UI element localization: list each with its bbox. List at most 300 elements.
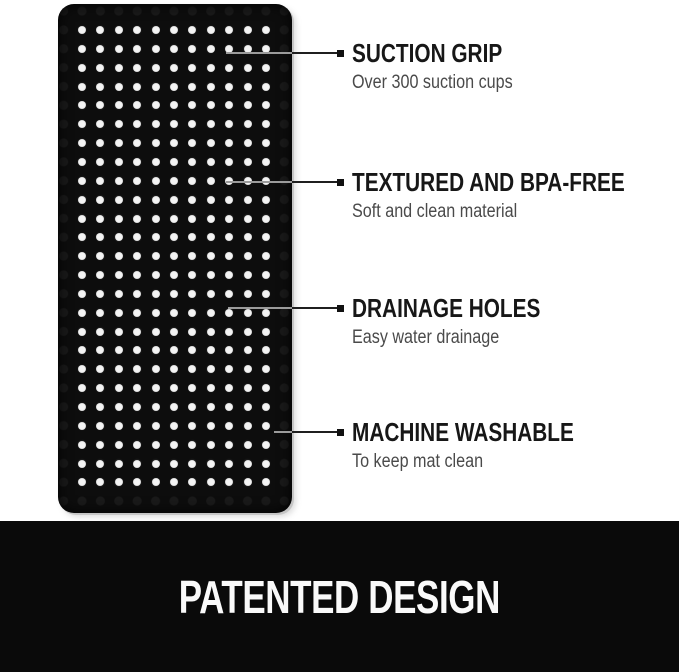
callout-machine-washable — [352, 418, 672, 474]
suction-cup-dot — [188, 252, 196, 260]
suction-cup-dot — [170, 158, 178, 166]
suction-cup-dot — [207, 328, 215, 336]
suction-cup-dot — [207, 384, 215, 392]
suction-cup-dot — [152, 460, 160, 468]
suction-cup-dot — [225, 422, 233, 430]
suction-cup-dot — [188, 441, 196, 449]
suction-cup-dot — [262, 346, 270, 354]
suction-cup-dot — [115, 26, 123, 34]
suction-cup-dot — [262, 83, 270, 91]
suction-cup-dot — [244, 328, 252, 336]
suction-cup-dot — [115, 290, 123, 298]
suction-cup-dot — [225, 478, 233, 486]
suction-cup-dot — [133, 478, 141, 486]
suction-cup-dot — [188, 45, 196, 53]
suction-cup-dot — [78, 177, 86, 185]
suction-cup-dot — [188, 64, 196, 72]
suction-cup-dot — [170, 120, 178, 128]
suction-cup-dot — [115, 83, 123, 91]
suction-cup-dot — [262, 460, 270, 468]
connector-end-square — [337, 50, 344, 57]
suction-cup-dot — [152, 365, 160, 373]
suction-cup-dot — [244, 365, 252, 373]
suction-cup-dot — [225, 233, 233, 241]
suction-cup-dot — [188, 101, 196, 109]
suction-cup-dot — [244, 233, 252, 241]
suction-cup-dot — [78, 328, 86, 336]
suction-cup-dot — [188, 328, 196, 336]
suction-cup-dot — [244, 309, 252, 317]
suction-cup-dot — [262, 365, 270, 373]
suction-cup-dot — [115, 346, 123, 354]
suction-cup-dot — [225, 252, 233, 260]
feature-title: MACHINE WASHABLE — [352, 417, 574, 447]
suction-cup-dot — [225, 328, 233, 336]
callout-connector-line — [274, 431, 344, 433]
suction-cup-dot — [78, 45, 86, 53]
suction-cup-dot — [133, 346, 141, 354]
suction-cup-dot — [225, 83, 233, 91]
suction-cup-dot — [78, 384, 86, 392]
suction-cup-dot — [207, 252, 215, 260]
suction-cup-dot — [170, 422, 178, 430]
suction-cup-dot — [115, 422, 123, 430]
suction-cup-dot — [262, 158, 270, 166]
suction-cup-dot — [170, 45, 178, 53]
suction-cup-dot — [96, 233, 104, 241]
suction-cup-dot — [78, 422, 86, 430]
suction-cup-dot — [78, 403, 86, 411]
suction-cup-dot — [78, 233, 86, 241]
suction-cup-dot — [225, 271, 233, 279]
suction-cup-dot — [152, 309, 160, 317]
suction-cup-dot — [225, 460, 233, 468]
suction-cup-dot — [170, 83, 178, 91]
suction-cup-dot — [207, 158, 215, 166]
suction-cup-dot — [115, 139, 123, 147]
feature-title: TEXTURED AND BPA-FREE — [352, 167, 625, 197]
suction-cup-dot — [207, 139, 215, 147]
suction-cup-dot — [115, 158, 123, 166]
suction-cup-dot — [244, 441, 252, 449]
suction-cup-dot — [133, 120, 141, 128]
bath-mat-image — [58, 4, 292, 513]
suction-cup-dot — [225, 403, 233, 411]
feature-subtitle: Soft and clean material — [352, 201, 518, 222]
suction-cup-dot — [188, 346, 196, 354]
connector-segment-on-mat — [226, 52, 292, 54]
suction-cup-dot — [188, 403, 196, 411]
suction-cup-dot — [170, 26, 178, 34]
suction-cup-dot — [244, 158, 252, 166]
suction-cup-dot — [115, 328, 123, 336]
suction-cup-dot — [225, 64, 233, 72]
suction-cup-dot — [96, 252, 104, 260]
suction-cup-dot — [133, 403, 141, 411]
suction-cup-dot — [96, 460, 104, 468]
suction-cup-dot — [133, 233, 141, 241]
suction-cup-dot — [170, 441, 178, 449]
suction-cup-dot — [78, 158, 86, 166]
suction-cup-dot — [188, 26, 196, 34]
connector-segment — [292, 181, 337, 183]
suction-cup-dot — [133, 177, 141, 185]
suction-cup-dot — [170, 271, 178, 279]
feature-subtitle: Over 300 suction cups — [352, 72, 513, 93]
connector-segment-on-mat — [226, 181, 292, 183]
suction-cup-dot — [207, 101, 215, 109]
suction-cup-dot — [115, 45, 123, 53]
suction-cup-dot — [78, 290, 86, 298]
suction-cup-dot — [170, 478, 178, 486]
suction-cup-dot — [225, 441, 233, 449]
suction-cup-dot — [170, 365, 178, 373]
connector-end-square — [337, 305, 344, 312]
suction-cup-dot — [244, 120, 252, 128]
connector-segment — [292, 431, 337, 433]
suction-cup-dot — [207, 478, 215, 486]
suction-cup-dot — [152, 346, 160, 354]
callout-suction-grip — [352, 39, 672, 95]
suction-cup-dot — [115, 403, 123, 411]
suction-cup-dot — [207, 365, 215, 373]
suction-cup-dot — [188, 309, 196, 317]
suction-cup-dot — [170, 233, 178, 241]
suction-cup-dot — [225, 290, 233, 298]
suction-cup-dot — [152, 45, 160, 53]
suction-cup-dot — [96, 422, 104, 430]
suction-cup-dot — [78, 120, 86, 128]
suction-cup-dot — [115, 177, 123, 185]
suction-cup-dot — [115, 460, 123, 468]
suction-cup-dot — [133, 460, 141, 468]
suction-cup-dot — [133, 83, 141, 91]
suction-cup-dot — [96, 83, 104, 91]
suction-cup-dot — [244, 478, 252, 486]
suction-cup-dot — [133, 45, 141, 53]
suction-cup-dot — [152, 196, 160, 204]
suction-cup-dot — [96, 64, 104, 72]
suction-cup-dot — [96, 271, 104, 279]
suction-cup-dot — [115, 309, 123, 317]
suction-cup-dot — [115, 478, 123, 486]
suction-cup-dot — [115, 384, 123, 392]
suction-cup-dot — [188, 139, 196, 147]
suction-cup-dot — [207, 403, 215, 411]
suction-cup-dot — [78, 309, 86, 317]
suction-cup-dot — [152, 252, 160, 260]
suction-cup-dot — [225, 309, 233, 317]
suction-cup-dot — [152, 441, 160, 449]
suction-cup-dot — [188, 196, 196, 204]
suction-cup-dot — [262, 271, 270, 279]
suction-cup-dot — [152, 478, 160, 486]
suction-cup-dot — [244, 139, 252, 147]
suction-cup-dot — [115, 215, 123, 223]
connector-end-square — [337, 179, 344, 186]
suction-cup-dot — [152, 233, 160, 241]
suction-cup-dot — [133, 384, 141, 392]
suction-cup-dot — [152, 215, 160, 223]
feature-subtitle: To keep mat clean — [352, 451, 484, 472]
suction-cup-dot — [225, 215, 233, 223]
suction-cup-dot — [96, 120, 104, 128]
suction-cup-dot — [152, 328, 160, 336]
suction-cup-dot — [225, 158, 233, 166]
callout-connector-line — [228, 307, 344, 309]
callout-drainage-holes — [352, 294, 672, 350]
suction-cup-dot — [115, 365, 123, 373]
suction-cup-dot — [170, 252, 178, 260]
suction-cup-dot — [78, 441, 86, 449]
suction-cup-dot — [170, 101, 178, 109]
suction-cup-dot — [207, 177, 215, 185]
suction-cup-dot — [225, 346, 233, 354]
connector-segment — [292, 52, 337, 54]
suction-cup-dot — [78, 478, 86, 486]
suction-cup-dot — [188, 83, 196, 91]
suction-cup-dot — [152, 271, 160, 279]
suction-cup-dot — [262, 328, 270, 336]
suction-cup-dot — [152, 422, 160, 430]
suction-cup-dot — [262, 384, 270, 392]
suction-cup-dot — [170, 460, 178, 468]
suction-cup-dot — [244, 271, 252, 279]
suction-cup-dot — [170, 139, 178, 147]
suction-cup-dot — [262, 120, 270, 128]
suction-cup-dot — [170, 384, 178, 392]
suction-cup-dot — [133, 139, 141, 147]
suction-cup-dot — [115, 441, 123, 449]
suction-cup-dot — [262, 441, 270, 449]
suction-cup-dot — [188, 215, 196, 223]
suction-cup-dot — [133, 290, 141, 298]
suction-cup-dot — [133, 328, 141, 336]
suction-cup-dot — [262, 26, 270, 34]
suction-cup-dot — [262, 64, 270, 72]
suction-cup-dot — [244, 26, 252, 34]
suction-cup-dot — [188, 422, 196, 430]
suction-cup-dot — [244, 215, 252, 223]
suction-cup-dot — [207, 215, 215, 223]
suction-cup-dot — [78, 196, 86, 204]
suction-cup-dot — [78, 83, 86, 91]
suction-cup-dot — [207, 45, 215, 53]
suction-cup-dot — [170, 328, 178, 336]
suction-cup-dot — [262, 233, 270, 241]
suction-cup-dot — [170, 215, 178, 223]
suction-cup-dot — [225, 120, 233, 128]
suction-cup-dot — [262, 422, 270, 430]
suction-cup-dot — [78, 346, 86, 354]
suction-cup-dot — [244, 346, 252, 354]
suction-cup-dot — [115, 196, 123, 204]
suction-cup-dot — [152, 158, 160, 166]
patented-design-banner — [0, 521, 679, 672]
suction-cup-dot — [262, 290, 270, 298]
suction-cup-dot — [96, 26, 104, 34]
suction-cup-dot — [96, 196, 104, 204]
suction-cup-dot — [207, 346, 215, 354]
suction-cup-dot — [133, 215, 141, 223]
suction-cup-dot — [225, 26, 233, 34]
suction-cup-dot — [96, 309, 104, 317]
suction-cup-dot — [133, 271, 141, 279]
suction-cup-dot — [225, 384, 233, 392]
suction-cup-dot — [96, 328, 104, 336]
suction-cup-dot — [96, 384, 104, 392]
suction-cup-dot — [188, 478, 196, 486]
suction-cup-dot — [244, 196, 252, 204]
suction-cup-dot — [207, 120, 215, 128]
suction-cup-dot — [262, 139, 270, 147]
suction-cup-dot — [96, 346, 104, 354]
connector-segment — [292, 307, 337, 309]
suction-cup-dot — [244, 422, 252, 430]
suction-cup-dot — [152, 64, 160, 72]
suction-cup-dot — [152, 83, 160, 91]
suction-cup-dot — [152, 120, 160, 128]
banner-label: PATENTED DESIGN — [178, 570, 501, 623]
feature-title: DRAINAGE HOLES — [352, 293, 541, 323]
suction-cup-dot — [96, 158, 104, 166]
suction-cup-dot — [207, 460, 215, 468]
suction-cup-dot — [96, 478, 104, 486]
suction-cup-dot — [262, 403, 270, 411]
suction-cup-dot — [244, 64, 252, 72]
suction-cup-dot — [78, 26, 86, 34]
suction-cup-dot — [78, 101, 86, 109]
suction-cup-dot — [96, 215, 104, 223]
suction-cup-dot — [152, 384, 160, 392]
suction-cup-dot — [152, 139, 160, 147]
suction-cup-dot — [96, 365, 104, 373]
suction-cup-dot — [207, 233, 215, 241]
suction-cup-dot — [170, 177, 178, 185]
suction-cup-dot — [115, 101, 123, 109]
suction-cup-dot — [152, 177, 160, 185]
suction-cup-dot — [133, 422, 141, 430]
suction-cup-dot — [152, 290, 160, 298]
callout-connector-line — [226, 52, 344, 54]
suction-cup-dot — [225, 196, 233, 204]
suction-cup-dot — [262, 196, 270, 204]
suction-cup-dot — [262, 252, 270, 260]
suction-cup-dot — [225, 101, 233, 109]
suction-cup-dot — [133, 26, 141, 34]
suction-cup-dot — [133, 196, 141, 204]
suction-cup-dot — [207, 290, 215, 298]
suction-cup-dot — [78, 215, 86, 223]
suction-cup-dot — [78, 64, 86, 72]
suction-cup-dot — [262, 101, 270, 109]
suction-cup-dot — [133, 365, 141, 373]
suction-cup-dot — [262, 478, 270, 486]
suction-cup-dot — [152, 26, 160, 34]
callout-connector-line — [226, 181, 344, 183]
suction-cup-dot — [207, 271, 215, 279]
suction-cup-dot — [188, 460, 196, 468]
suction-cup-dot — [78, 139, 86, 147]
suction-cup-dot — [96, 45, 104, 53]
suction-cup-dot — [188, 365, 196, 373]
suction-cup-dot — [188, 233, 196, 241]
suction-cup-dot — [133, 158, 141, 166]
suction-cup-dot — [244, 403, 252, 411]
suction-cup-dot — [133, 64, 141, 72]
suction-cup-dot — [188, 177, 196, 185]
suction-cup-dot — [96, 139, 104, 147]
suction-cup-dot — [188, 271, 196, 279]
suction-cup-dot — [207, 83, 215, 91]
suction-cup-dot — [244, 101, 252, 109]
suction-cup-dot — [96, 403, 104, 411]
suction-cup-dot — [78, 365, 86, 373]
suction-cup-dot — [207, 26, 215, 34]
suction-cup-dot — [115, 64, 123, 72]
suction-cup-dot — [244, 252, 252, 260]
suction-cup-dot — [244, 290, 252, 298]
suction-cup-dot — [244, 460, 252, 468]
suction-cup-dot — [207, 422, 215, 430]
suction-cup-dot — [133, 441, 141, 449]
connector-segment-on-mat — [274, 431, 292, 433]
suction-cup-dot — [207, 64, 215, 72]
suction-cup-dot — [115, 120, 123, 128]
feature-subtitle: Easy water drainage — [352, 327, 500, 348]
suction-cup-dot — [207, 196, 215, 204]
suction-cup-dot — [170, 309, 178, 317]
suction-cup-dot — [207, 309, 215, 317]
suction-cup-dot — [115, 271, 123, 279]
suction-cup-dot — [225, 365, 233, 373]
suction-cup-dot — [78, 460, 86, 468]
suction-cup-dot — [115, 252, 123, 260]
callout-textured-bpa-free — [352, 168, 672, 224]
suction-cup-dot — [78, 271, 86, 279]
suction-cup-dot — [225, 139, 233, 147]
suction-cup-dot — [170, 196, 178, 204]
suction-cup-dot — [170, 403, 178, 411]
suction-cup-dot — [96, 101, 104, 109]
suction-cup-dot — [188, 158, 196, 166]
suction-cup-dot — [152, 101, 160, 109]
suction-cup-dot — [188, 384, 196, 392]
suction-cup-dot — [96, 441, 104, 449]
suction-cup-dot — [262, 215, 270, 223]
suction-cup-dot — [244, 83, 252, 91]
connector-segment-on-mat — [228, 307, 292, 309]
suction-cup-dot — [262, 309, 270, 317]
suction-cup-dot — [133, 252, 141, 260]
suction-cup-dot — [170, 64, 178, 72]
suction-cup-dot — [188, 120, 196, 128]
suction-cup-dot — [207, 441, 215, 449]
suction-cup-dot — [78, 252, 86, 260]
suction-cup-dot — [96, 290, 104, 298]
suction-cup-dot — [188, 290, 196, 298]
connector-end-square — [337, 429, 344, 436]
suction-cup-dot — [96, 177, 104, 185]
suction-cup-dot — [170, 290, 178, 298]
suction-cup-dot — [170, 346, 178, 354]
suction-cup-dot — [152, 403, 160, 411]
suction-cup-dot — [244, 384, 252, 392]
suction-cup-dot — [133, 309, 141, 317]
suction-cup-dot — [115, 233, 123, 241]
suction-cup-dot — [133, 101, 141, 109]
feature-title: SUCTION GRIP — [352, 38, 503, 68]
